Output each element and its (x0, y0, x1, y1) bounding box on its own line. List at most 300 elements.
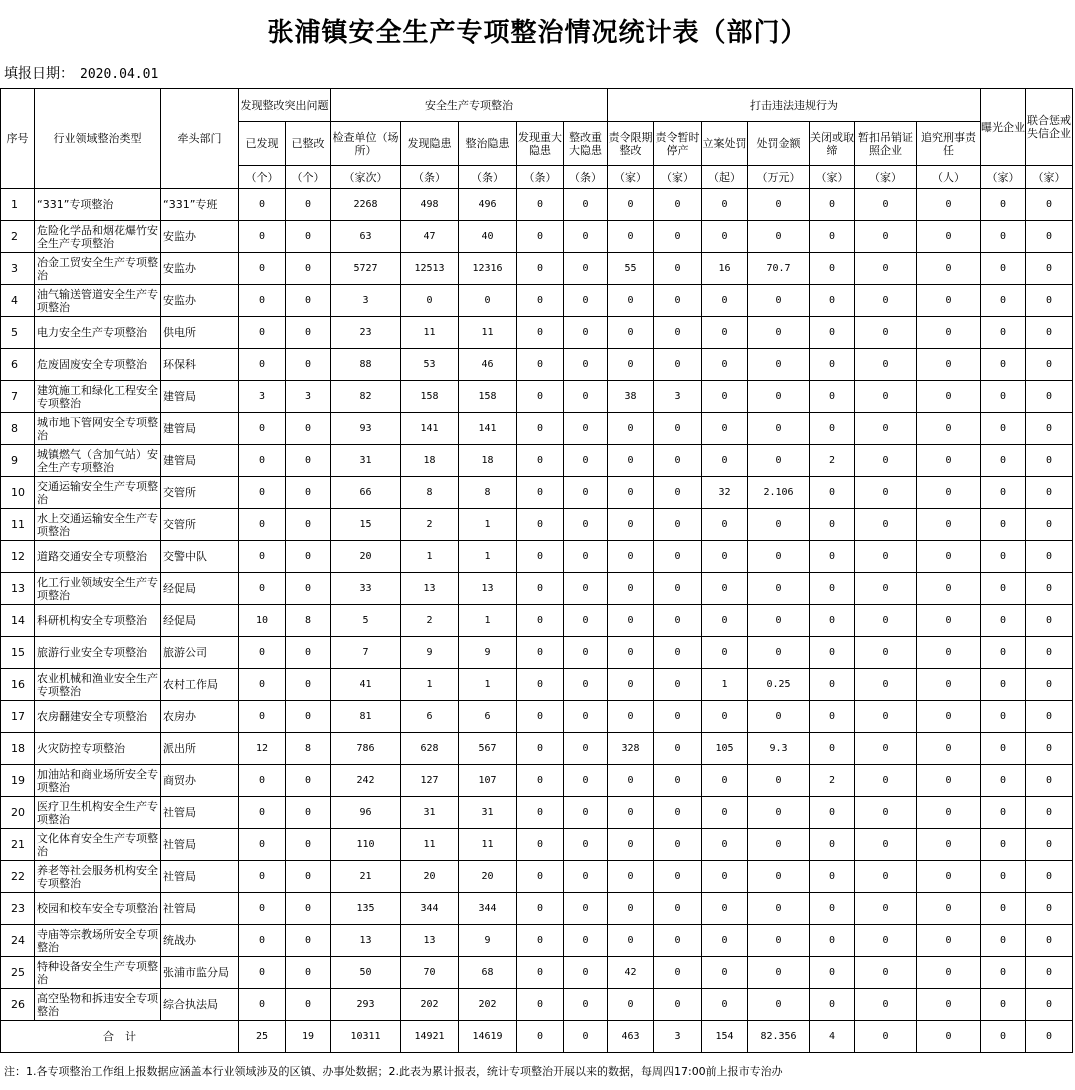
row-value: 0 (702, 413, 748, 445)
row-value: 0 (810, 989, 855, 1021)
row-seq: 2 (1, 221, 35, 253)
row-value: 0 (748, 989, 810, 1021)
row-value: 0 (239, 285, 286, 317)
row-value: 0 (239, 765, 286, 797)
row-value: 31 (331, 445, 401, 477)
row-value: 0 (654, 637, 702, 669)
header-unit: （家次） (331, 166, 401, 189)
row-value: 1 (459, 509, 517, 541)
header-unit: （个） (239, 166, 286, 189)
row-value: 0 (810, 381, 855, 413)
row-value: 0 (654, 445, 702, 477)
row-value: 0 (855, 733, 917, 765)
row-dept: 供电所 (161, 317, 239, 349)
row-value: 0 (286, 829, 331, 861)
row-dept: 环保科 (161, 349, 239, 381)
row-value: 0 (654, 285, 702, 317)
row-value: 0 (564, 701, 608, 733)
row-value: 0 (564, 381, 608, 413)
row-seq: 26 (1, 989, 35, 1021)
table-row (1, 221, 1073, 253)
header-subcol: 暂扣吊销证照企业 (855, 122, 917, 166)
row-dept: 建管局 (161, 413, 239, 445)
header-subcol: 检查单位（场所） (331, 122, 401, 166)
row-value: 0 (1026, 893, 1073, 925)
row-dept: 经促局 (161, 573, 239, 605)
row-value: 0 (748, 573, 810, 605)
row-value: 11 (401, 317, 459, 349)
header-unit: （家） (608, 166, 654, 189)
row-value: 13 (401, 573, 459, 605)
row-value: 82 (331, 381, 401, 413)
row-value: 0 (1026, 989, 1073, 1021)
row-value: 55 (608, 253, 654, 285)
row-value: 328 (608, 733, 654, 765)
row-value: 0 (654, 989, 702, 1021)
row-value: 0 (517, 221, 564, 253)
row-industry: 冶金工贸安全生产专项整治 (35, 253, 161, 285)
row-value: 0 (564, 861, 608, 893)
row-value: 0 (654, 925, 702, 957)
total-value: 10311 (331, 1021, 401, 1053)
row-value: 16 (702, 253, 748, 285)
row-value: 0 (702, 989, 748, 1021)
header-group-safety: 安全生产专项整治 (331, 89, 608, 122)
table-row (1, 541, 1073, 573)
row-value: 0 (748, 189, 810, 221)
row-value: 0 (981, 925, 1026, 957)
row-value: 0 (239, 317, 286, 349)
header-row-1 (1, 89, 1073, 122)
row-industry: 加油站和商业场所安全专项整治 (35, 765, 161, 797)
total-value: 0 (564, 1021, 608, 1053)
row-value: 0 (855, 957, 917, 989)
row-value: 0 (810, 573, 855, 605)
row-seq: 6 (1, 349, 35, 381)
row-value: 42 (608, 957, 654, 989)
row-value: 0 (702, 509, 748, 541)
row-value: 0.25 (748, 669, 810, 701)
row-value: 0 (239, 509, 286, 541)
header-subcol: 已整改 (286, 122, 331, 166)
row-value: 0 (702, 701, 748, 733)
row-value: 0 (654, 701, 702, 733)
header-subcol: 发现隐患 (401, 122, 459, 166)
row-value: 0 (654, 189, 702, 221)
row-value: 0 (702, 381, 748, 413)
row-value: 0 (654, 477, 702, 509)
row-value: 0 (917, 381, 981, 413)
table-row (1, 669, 1073, 701)
row-industry: 文化体育安全生产专项整治 (35, 829, 161, 861)
row-value: 68 (459, 957, 517, 989)
table-row (1, 253, 1073, 285)
row-value: 0 (702, 541, 748, 573)
row-value: 31 (401, 797, 459, 829)
header-unit: （万元） (748, 166, 810, 189)
row-value: 0 (810, 221, 855, 253)
row-value: 0 (748, 445, 810, 477)
row-value: 567 (459, 733, 517, 765)
total-value: 0 (917, 1021, 981, 1053)
row-value: 0 (748, 925, 810, 957)
row-value: 0 (239, 189, 286, 221)
row-value: 0 (608, 221, 654, 253)
row-value: 0 (748, 829, 810, 861)
row-value: 0 (855, 765, 917, 797)
row-value: 0 (748, 701, 810, 733)
row-value: 31 (459, 797, 517, 829)
row-value: 0 (517, 669, 564, 701)
row-value: 0 (855, 669, 917, 701)
row-value: 0 (1026, 253, 1073, 285)
row-value: 0 (654, 669, 702, 701)
table-row (1, 957, 1073, 989)
row-value: 0 (855, 285, 917, 317)
row-value: 0 (517, 893, 564, 925)
row-value: 0 (981, 637, 1026, 669)
row-value: 0 (239, 573, 286, 605)
row-value: 0 (517, 477, 564, 509)
row-value: 0 (748, 349, 810, 381)
row-value: 0 (981, 221, 1026, 253)
row-value: 141 (459, 413, 517, 445)
row-value: 0 (239, 349, 286, 381)
row-value: 0 (517, 445, 564, 477)
row-value: 0 (564, 349, 608, 381)
row-value: 0 (1026, 477, 1073, 509)
row-value: 1 (459, 541, 517, 573)
row-value: 242 (331, 765, 401, 797)
row-value: 0 (517, 285, 564, 317)
row-value: 0 (810, 701, 855, 733)
row-value: 0 (748, 861, 810, 893)
row-industry: 医疗卫生机构安全生产专项整治 (35, 797, 161, 829)
row-value: 0 (981, 509, 1026, 541)
row-industry: 火灾防控专项整治 (35, 733, 161, 765)
row-value: 0 (917, 893, 981, 925)
row-value: 93 (331, 413, 401, 445)
row-industry: 建筑施工和绿化工程安全专项整治 (35, 381, 161, 413)
row-dept: “331”专班 (161, 189, 239, 221)
header-exposed: 曝光企业 (981, 89, 1026, 166)
row-value: 0 (748, 605, 810, 637)
row-value: 0 (810, 189, 855, 221)
row-industry: 特种设备安全生产专项整治 (35, 957, 161, 989)
table-row (1, 285, 1073, 317)
total-value: 3 (654, 1021, 702, 1053)
row-value: 0 (1026, 285, 1073, 317)
row-value: 0 (981, 285, 1026, 317)
row-value: 0 (855, 797, 917, 829)
row-value: 0 (1026, 637, 1073, 669)
row-value: 20 (459, 861, 517, 893)
row-value: 0 (917, 669, 981, 701)
row-value: 0 (1026, 797, 1073, 829)
row-value: 293 (331, 989, 401, 1021)
row-value: 0 (564, 957, 608, 989)
row-value: 0 (608, 573, 654, 605)
row-value: 0 (564, 477, 608, 509)
header-joint: 联合惩戒失信企业 (1026, 89, 1073, 166)
row-value: 0 (564, 189, 608, 221)
row-value: 0 (981, 669, 1026, 701)
row-value: 1 (459, 669, 517, 701)
row-value: 0 (286, 573, 331, 605)
header-subcol: 整治隐患 (459, 122, 517, 166)
row-value: 0 (239, 541, 286, 573)
row-value: 0 (564, 925, 608, 957)
row-value: 0 (855, 445, 917, 477)
row-value: 0 (810, 957, 855, 989)
row-value: 0 (401, 285, 459, 317)
row-value: 11 (401, 829, 459, 861)
total-value: 25 (239, 1021, 286, 1053)
row-value: 0 (608, 317, 654, 349)
row-value: 1 (401, 669, 459, 701)
row-value: 0 (286, 541, 331, 573)
row-value: 0 (1026, 349, 1073, 381)
row-value: 0 (239, 221, 286, 253)
row-value: 0 (286, 189, 331, 221)
row-value: 10 (239, 605, 286, 637)
row-value: 0 (855, 637, 917, 669)
row-value: 50 (331, 957, 401, 989)
row-value: 0 (981, 253, 1026, 285)
row-value: 0 (810, 861, 855, 893)
row-value: 0 (917, 477, 981, 509)
table-row (1, 861, 1073, 893)
row-value: 2 (810, 445, 855, 477)
row-value: 0 (855, 829, 917, 861)
row-value: 3 (331, 285, 401, 317)
header-subcol: 已发现 (239, 122, 286, 166)
row-dept: 建管局 (161, 381, 239, 413)
row-industry: 交通运输安全生产专项整治 (35, 477, 161, 509)
row-value: 1 (702, 669, 748, 701)
row-value: 9 (401, 637, 459, 669)
row-value: 0 (855, 221, 917, 253)
row-value: 0 (286, 797, 331, 829)
row-value: 0 (608, 989, 654, 1021)
row-value: 0 (239, 893, 286, 925)
row-value: 0 (917, 317, 981, 349)
row-value: 0 (855, 541, 917, 573)
row-value: 0 (286, 989, 331, 1021)
row-value: 0 (917, 605, 981, 637)
row-value: 0 (286, 413, 331, 445)
total-value: 463 (608, 1021, 654, 1053)
row-value: 0 (855, 317, 917, 349)
row-value: 3 (239, 381, 286, 413)
row-value: 21 (331, 861, 401, 893)
row-value: 0 (810, 733, 855, 765)
row-value: 0 (855, 925, 917, 957)
row-value: 0 (654, 413, 702, 445)
header-subcol: 责令暂时停产 (654, 122, 702, 166)
row-value: 0 (917, 861, 981, 893)
total-row (1, 1021, 1073, 1053)
row-value: 5 (331, 605, 401, 637)
row-value: 6 (459, 701, 517, 733)
row-value: 0 (917, 189, 981, 221)
row-value: 0 (654, 893, 702, 925)
row-value: 0 (1026, 925, 1073, 957)
row-value: 0 (517, 573, 564, 605)
row-value: 0 (608, 765, 654, 797)
statistics-table (0, 88, 1073, 1053)
row-value: 1 (459, 605, 517, 637)
row-value: 0 (855, 861, 917, 893)
row-value: 0 (517, 957, 564, 989)
row-seq: 9 (1, 445, 35, 477)
row-dept: 社管局 (161, 829, 239, 861)
row-seq: 11 (1, 509, 35, 541)
row-seq: 12 (1, 541, 35, 573)
row-seq: 8 (1, 413, 35, 445)
row-value: 0 (239, 253, 286, 285)
row-value: 0 (564, 221, 608, 253)
row-dept: 商贸办 (161, 765, 239, 797)
row-value: 0 (608, 445, 654, 477)
row-seq: 24 (1, 925, 35, 957)
total-value: 0 (855, 1021, 917, 1053)
header-unit: （家） (1026, 166, 1073, 189)
row-value: 0 (748, 797, 810, 829)
row-value: 0 (702, 957, 748, 989)
row-value: 0 (981, 477, 1026, 509)
row-value: 0 (654, 221, 702, 253)
row-value: 0 (917, 541, 981, 573)
row-value: 0 (608, 349, 654, 381)
row-value: 0 (654, 957, 702, 989)
row-value: 0 (810, 925, 855, 957)
total-value: 154 (702, 1021, 748, 1053)
row-value: 0 (1026, 381, 1073, 413)
row-value: 0 (917, 253, 981, 285)
row-value: 0 (1026, 317, 1073, 349)
header-unit: （条） (459, 166, 517, 189)
row-value: 0 (981, 445, 1026, 477)
row-value: 0 (702, 349, 748, 381)
row-seq: 21 (1, 829, 35, 861)
row-value: 0 (517, 733, 564, 765)
row-value: 0 (517, 381, 564, 413)
row-value: 0 (917, 445, 981, 477)
row-value: 88 (331, 349, 401, 381)
header-unit: （条） (401, 166, 459, 189)
row-value: 0 (855, 253, 917, 285)
row-value: 0 (917, 221, 981, 253)
row-value: 0 (286, 477, 331, 509)
row-value: 0 (608, 413, 654, 445)
header-unit: （家） (654, 166, 702, 189)
row-value: 0 (654, 797, 702, 829)
row-value: 0 (608, 893, 654, 925)
total-value: 0 (1026, 1021, 1073, 1053)
row-value: 38 (608, 381, 654, 413)
row-value: 6 (401, 701, 459, 733)
total-value: 0 (981, 1021, 1026, 1053)
row-value: 0 (608, 637, 654, 669)
row-value: 0 (855, 189, 917, 221)
row-value: 158 (401, 381, 459, 413)
total-label: 合 计 (1, 1021, 239, 1053)
row-dept: 统战办 (161, 925, 239, 957)
row-value: 0 (1026, 573, 1073, 605)
row-value: 8 (401, 477, 459, 509)
row-value: 0 (564, 989, 608, 1021)
row-value: 105 (702, 733, 748, 765)
row-value: 0 (702, 189, 748, 221)
row-value: 0 (286, 349, 331, 381)
table-row (1, 925, 1073, 957)
row-value: 158 (459, 381, 517, 413)
header-subcol: 追究刑事责任 (917, 122, 981, 166)
row-value: 0 (564, 669, 608, 701)
row-industry: 农业机械和渔业安全生产专项整治 (35, 669, 161, 701)
row-dept: 旅游公司 (161, 637, 239, 669)
table-row (1, 637, 1073, 669)
table-row (1, 509, 1073, 541)
row-value: 0 (517, 349, 564, 381)
row-value: 23 (331, 317, 401, 349)
row-value: 0 (1026, 733, 1073, 765)
row-value: 0 (981, 765, 1026, 797)
row-value: 0 (748, 221, 810, 253)
row-value: 5727 (331, 253, 401, 285)
row-value: 0 (286, 509, 331, 541)
row-value: 0 (564, 285, 608, 317)
row-value: 0 (239, 413, 286, 445)
row-value: 0 (608, 285, 654, 317)
row-value: 0 (702, 925, 748, 957)
row-dept: 经促局 (161, 605, 239, 637)
row-value: 70 (401, 957, 459, 989)
row-value: 0 (654, 253, 702, 285)
row-industry: 电力安全生产专项整治 (35, 317, 161, 349)
row-dept: 安监办 (161, 285, 239, 317)
row-value: 0 (810, 605, 855, 637)
row-value: 496 (459, 189, 517, 221)
row-value: 70.7 (748, 253, 810, 285)
row-value: 0 (654, 541, 702, 573)
row-value: 0 (239, 861, 286, 893)
row-value: 0 (608, 829, 654, 861)
row-value: 13 (459, 573, 517, 605)
row-value: 0 (981, 893, 1026, 925)
table-row (1, 381, 1073, 413)
header-seq: 序号 (1, 89, 35, 189)
row-value: 0 (239, 701, 286, 733)
footnote: 注：1.各专项整治工作组上报数据应涵盖本行业领域涉及的区镇、办事处数据；2.此表为累计报表，统计专项整治开展以来的数据，每周四17:00前上报市专治办 (4, 1065, 783, 1078)
row-value: 0 (981, 413, 1026, 445)
row-industry: 养老等社会服务机构安全专项整治 (35, 861, 161, 893)
row-value: 0 (564, 797, 608, 829)
row-value: 0 (810, 829, 855, 861)
row-seq: 1 (1, 189, 35, 221)
row-seq: 19 (1, 765, 35, 797)
row-value: 9 (459, 925, 517, 957)
row-dept: 农房办 (161, 701, 239, 733)
row-value: 0 (981, 573, 1026, 605)
row-seq: 17 (1, 701, 35, 733)
row-value: 18 (401, 445, 459, 477)
row-value: 0 (517, 541, 564, 573)
table-row (1, 829, 1073, 861)
row-value: 0 (239, 829, 286, 861)
row-value: 202 (459, 989, 517, 1021)
